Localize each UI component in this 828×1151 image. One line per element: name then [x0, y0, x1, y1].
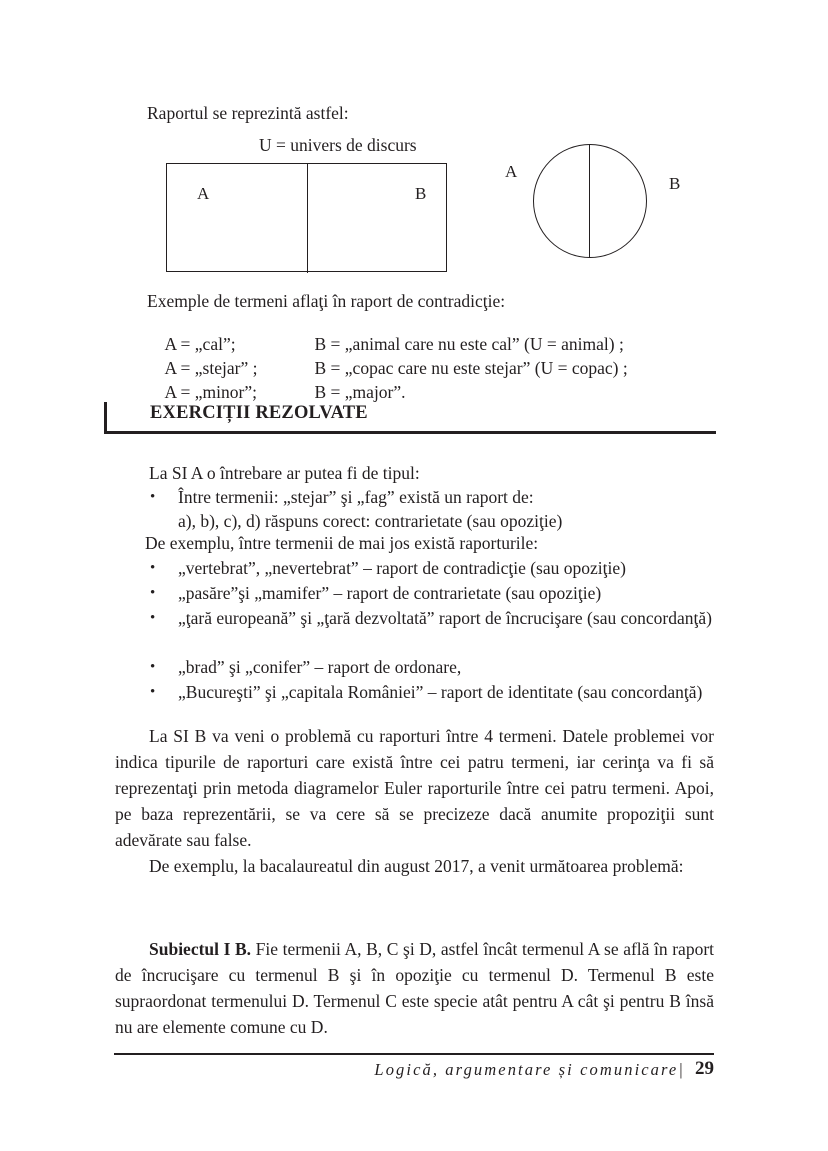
example-term-b: B = „copac care nu este stejar” (U = copac) ;: [314, 358, 628, 378]
list-item-answer-label: a), b), c), d) răspuns corect: contrarietate (sau opoziţie): [178, 511, 563, 531]
universe-of-discourse-label: U = univers de discurs: [259, 135, 417, 155]
circle-outline: [533, 144, 647, 258]
section-accent-bar: [104, 402, 107, 433]
examples-intro-line: Exemple de termeni aflaţi în raport de contradicţie:: [147, 291, 506, 311]
list-item-label: „vertebrat”, „nevertebrat” – raport de contradicţie (sau opoziţie): [178, 558, 626, 578]
rectangle-divider-line: [307, 164, 308, 273]
example-term-b: B = „major”.: [314, 382, 406, 402]
list-item: [148, 606, 714, 631]
list-item: [148, 485, 714, 510]
rectangle-diagram: [166, 163, 447, 272]
list-item: [148, 655, 714, 680]
example-term-a: A = „cal”;: [164, 334, 236, 354]
list-item: [148, 680, 714, 705]
bullet-dot: •: [150, 560, 156, 576]
list-item-label: „ţară europeană” şi „ţară dezvoltată” raport de încrucişare (sau concordanţă): [178, 608, 712, 628]
paragraph-de-exemplu: De exemplu, la bacalaureatul din august 2017, a venit următoarea problemă:: [149, 856, 684, 876]
subiect-label: Subiectul I B.: [149, 939, 252, 959]
circle-divider-line: [589, 144, 590, 258]
section-horizontal-rule: [104, 431, 716, 434]
circle-label-b: B: [669, 174, 681, 193]
page-number: 29: [695, 1058, 714, 1079]
circle-label-a: A: [505, 162, 518, 181]
bullet-dot: •: [150, 659, 156, 675]
section-title: EXERCIȚII REZOLVATE: [150, 403, 368, 423]
list-item-label: „brad” şi „conifer” – raport de ordonare,: [178, 657, 462, 677]
paragraph-subiect-i-b: [115, 936, 714, 1040]
circle-diagram: [505, 144, 681, 258]
footer-title: Logică, argumentare și comunicare|: [374, 1060, 685, 1079]
bullet-dot: •: [150, 585, 156, 601]
example-term-a: A = „minor”;: [164, 382, 257, 402]
intro-line: Raportul se reprezintă astfel:: [147, 103, 349, 123]
footer-rule: [114, 1053, 714, 1055]
bullet-dot: •: [150, 610, 156, 626]
rectangle-label-b: B: [415, 184, 427, 203]
de-exemplu-intro-line: De exemplu, între termenii de mai jos există raporturile:: [145, 533, 539, 553]
bullet-dot: •: [150, 684, 156, 700]
list-item-continuation: [148, 509, 714, 534]
exercises-lead-line: La SI A o întrebare ar putea fi de tipul:: [149, 463, 420, 483]
paragraph-si-b: La SI B va veni o problemă cu raporturi între 4 termeni. Datele problemei vor indica tipurile de raporturi care există între cei patru termeni, iar cerinţa va fi să reprezentaţi prin metoda diagramelor Euler raporturile între cei patru termeni. Apoi, pe baza reprezentării, se va cere să se precizeze dacă anumite propoziţii sunt adevărate sau false.: [115, 726, 714, 850]
list-item-label: Între termenii: „stejar” şi „fag” există un raport de:: [178, 487, 534, 507]
bullet-dot: •: [150, 489, 156, 505]
list-item: [148, 556, 714, 581]
section-heading: [104, 402, 716, 436]
list-item-label: „pasăre”şi „mamifer” – raport de contrarietate (sau opoziţie): [178, 583, 602, 603]
list-item: [148, 581, 714, 606]
rectangle-label-a: A: [197, 184, 210, 203]
subiect-body: Fie termenii A, B, C şi D, astfel încât termenul A se află în raport de încrucişare cu termenul B şi în opoziţie cu termenul D. Termenul B este supraordonat termenului D. Termenul C este specie atât pentru A cât şi pentru B însă nu are elemente comune cu D.: [115, 939, 715, 1037]
list-item-label: „Bucureşti” şi „capitala României” – raport de identitate (sau concordanţă): [178, 682, 703, 702]
example-term-a: A = „stejar” ;: [164, 358, 258, 378]
contradiction-diagram-group: [0, 125, 828, 285]
example-term-b: B = „animal care nu este cal” (U = animal) ;: [314, 334, 624, 354]
